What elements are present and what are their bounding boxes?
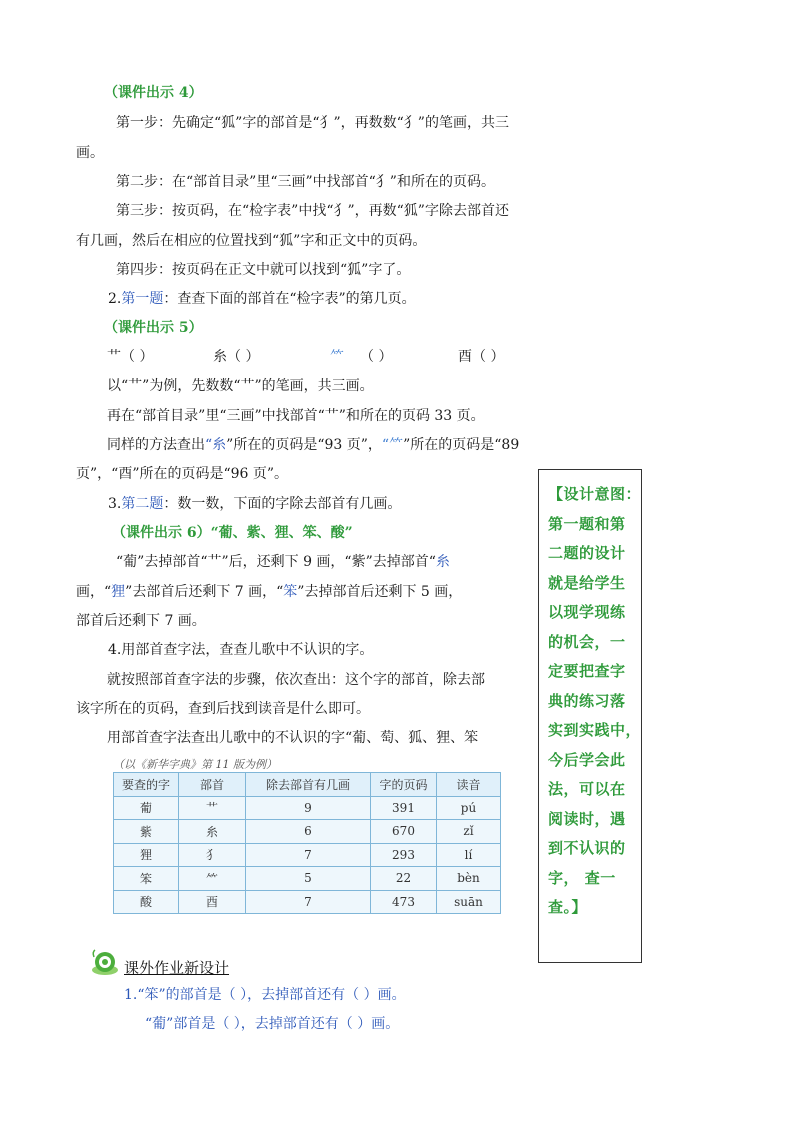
design-line: 到不认识的 bbox=[548, 839, 626, 857]
radical-3-char: ⺮ bbox=[330, 349, 344, 365]
answer-line3: 部首后还剩下 7 画。 bbox=[76, 613, 206, 629]
radical-3-blank: （ ） bbox=[360, 349, 393, 365]
homework-title: 课外作业新设计 bbox=[124, 959, 230, 977]
courseware-6-b: “葡、紫、狸、笨、酸” bbox=[210, 525, 353, 541]
table-row bbox=[114, 843, 501, 867]
method-line3: 用部首查字法查出儿歌中的不认识的字“葡、萄、狐、狸、笨 bbox=[107, 730, 479, 746]
cell: ⺮ bbox=[179, 867, 246, 891]
question-3 bbox=[108, 494, 401, 514]
homework-q1b: “葡”部首是（ ），去掉部首还有（ ）画。 bbox=[145, 1016, 400, 1032]
a2-d: 笨 bbox=[283, 584, 298, 600]
col-header: 除去部首有几画 bbox=[246, 773, 371, 797]
method-line2: 该字所在的页码，查到后找到读音是什么即可。 bbox=[76, 701, 370, 717]
t-e: ”所在的页码是“89 bbox=[403, 437, 520, 453]
cell: 22 bbox=[371, 867, 437, 891]
a2-c: ”去部首后还剩下 7 画，“ bbox=[125, 584, 284, 600]
col-header: 要查的字 bbox=[114, 773, 179, 797]
example-line2: 再在“部首目录”里“三画”中找部首“艹”和所在的页码 33 页。 bbox=[107, 408, 485, 424]
cell: 670 bbox=[371, 820, 437, 844]
col-header: 部首 bbox=[179, 773, 246, 797]
radical-3 bbox=[330, 347, 392, 367]
cell: 艹 bbox=[179, 796, 246, 820]
design-line: 实到实践中， bbox=[548, 721, 642, 739]
cell: 狸 bbox=[114, 843, 179, 867]
question-2-num: 2. bbox=[108, 291, 122, 307]
step3-line2: 有几画，然后在相应的位置找到“狐”字和正文中的页码。 bbox=[76, 233, 427, 249]
cell: 5 bbox=[246, 867, 371, 891]
step1-line1: 第一步：先确定“狐”字的部首是“犭”，再数数“犭”的笔画，共三 bbox=[116, 115, 509, 131]
cell: 391 bbox=[371, 796, 437, 820]
cell: 紫 bbox=[114, 820, 179, 844]
design-line: 今后学会此 bbox=[548, 750, 626, 769]
cell: zǐ bbox=[437, 820, 501, 844]
table-row bbox=[114, 796, 501, 820]
design-line: 定要把查字 bbox=[548, 662, 626, 680]
example-line4: 页”，“酉”所在的页码是“96 页”。 bbox=[76, 466, 289, 482]
question-2-text: ：查查下面的部首在“检字表”的第几页。 bbox=[163, 291, 416, 307]
design-intent-box bbox=[538, 469, 642, 963]
cell: bèn bbox=[437, 867, 501, 891]
question-2 bbox=[108, 289, 416, 309]
table-row bbox=[114, 890, 501, 914]
cell: suān bbox=[437, 890, 501, 914]
courseware-6-a: （课件出示 6） bbox=[112, 525, 211, 541]
table-row bbox=[114, 820, 501, 844]
design-line: 法，可以在 bbox=[548, 780, 626, 798]
cell: 7 bbox=[246, 843, 371, 867]
example-line3 bbox=[107, 435, 519, 455]
design-line: 的机会，一 bbox=[548, 632, 626, 651]
cell: lí bbox=[437, 843, 501, 867]
question-3-text: ：数一数，下面的字除去部首有几画。 bbox=[163, 496, 402, 512]
table-caption: （以《新华字典》第 11 版为例） bbox=[113, 758, 277, 771]
example-line1: 以“艹”为例，先数数“艹”的笔画，共三画。 bbox=[107, 378, 374, 394]
cell: 酸 bbox=[114, 890, 179, 914]
a2-a: 画，“ bbox=[76, 584, 112, 600]
cell: 笨 bbox=[114, 867, 179, 891]
table-header-row bbox=[114, 773, 501, 797]
radical-4: 酉（ ） bbox=[458, 349, 505, 365]
design-line: 二题的设计 bbox=[548, 544, 626, 562]
courseware-5-label: （课件出示 5） bbox=[104, 320, 203, 336]
design-line: 典的练习落 bbox=[548, 691, 626, 710]
t-a: 同样的方法查出 bbox=[107, 437, 205, 453]
t-c: ”所在的页码是“93 页”， bbox=[226, 437, 382, 453]
homework-q1: 1.“笨”的部首是（ ），去掉部首还有（ ）画。 bbox=[124, 987, 406, 1003]
design-line: 以现学现练 bbox=[548, 603, 626, 621]
col-header: 读音 bbox=[437, 773, 501, 797]
design-line: 字， 查一 bbox=[548, 868, 616, 887]
design-line: 【设计意图： bbox=[548, 485, 642, 503]
t-d: “⺮ bbox=[381, 437, 404, 453]
question-2-label: 第一题 bbox=[121, 291, 164, 307]
design-line: 就是给学生 bbox=[548, 573, 626, 592]
cell: 6 bbox=[246, 820, 371, 844]
cell: 葡 bbox=[114, 796, 179, 820]
question-3-label: 第二题 bbox=[121, 496, 164, 512]
cell: 酉 bbox=[179, 890, 246, 914]
design-line: 查。】 bbox=[548, 898, 588, 916]
answer-line1 bbox=[116, 552, 450, 572]
step4: 第四步：按页码在正文中就可以找到“狐”字了。 bbox=[116, 262, 411, 278]
step1-line2: 画。 bbox=[76, 145, 104, 161]
cell: 糸 bbox=[179, 820, 246, 844]
radical-1: 艹（ ） bbox=[107, 349, 154, 365]
radical-2: 糸（ ） bbox=[213, 349, 260, 365]
step2: 第二步：在“部首目录”里“三画”中找部首“犭”和所在的页码。 bbox=[116, 174, 495, 190]
a2-e: ”去掉部首后还剩下 5 画， bbox=[297, 584, 463, 600]
dictionary-table bbox=[113, 772, 501, 914]
courseware-4-label: （课件出示 4） bbox=[104, 85, 203, 101]
cell: 犭 bbox=[179, 843, 246, 867]
step3-line1: 第三步：按页码，在“检字表”中找“犭”，再数“狐”字除去部首还 bbox=[116, 203, 509, 219]
design-line: 第一题和第 bbox=[548, 514, 626, 533]
snail-logo-icon bbox=[90, 948, 120, 978]
col-header: 字的页码 bbox=[371, 773, 437, 797]
a2-b: 狸 bbox=[111, 584, 126, 600]
method-line1: 就按照部首查字法的步骤，依次查出：这个字的部首，除去部 bbox=[107, 672, 485, 688]
cell: pú bbox=[437, 796, 501, 820]
courseware-6-label bbox=[112, 523, 353, 543]
question-4: 4.用部首查字法，查查儿歌中不认识的字。 bbox=[108, 642, 374, 658]
cell: 473 bbox=[371, 890, 437, 914]
cell: 9 bbox=[246, 796, 371, 820]
table-row bbox=[114, 867, 501, 891]
a1-b: 糸 bbox=[435, 554, 450, 570]
cell: 7 bbox=[246, 890, 371, 914]
a1-a: “葡”去掉部首“艹”后，还剩下 9 画，“紫”去掉部首“ bbox=[116, 554, 436, 570]
t-b: “糸 bbox=[205, 437, 227, 453]
answer-line2 bbox=[76, 582, 462, 602]
cell: 293 bbox=[371, 843, 437, 867]
design-line: 阅读时，遇 bbox=[548, 809, 626, 828]
question-3-num: 3. bbox=[108, 496, 122, 512]
